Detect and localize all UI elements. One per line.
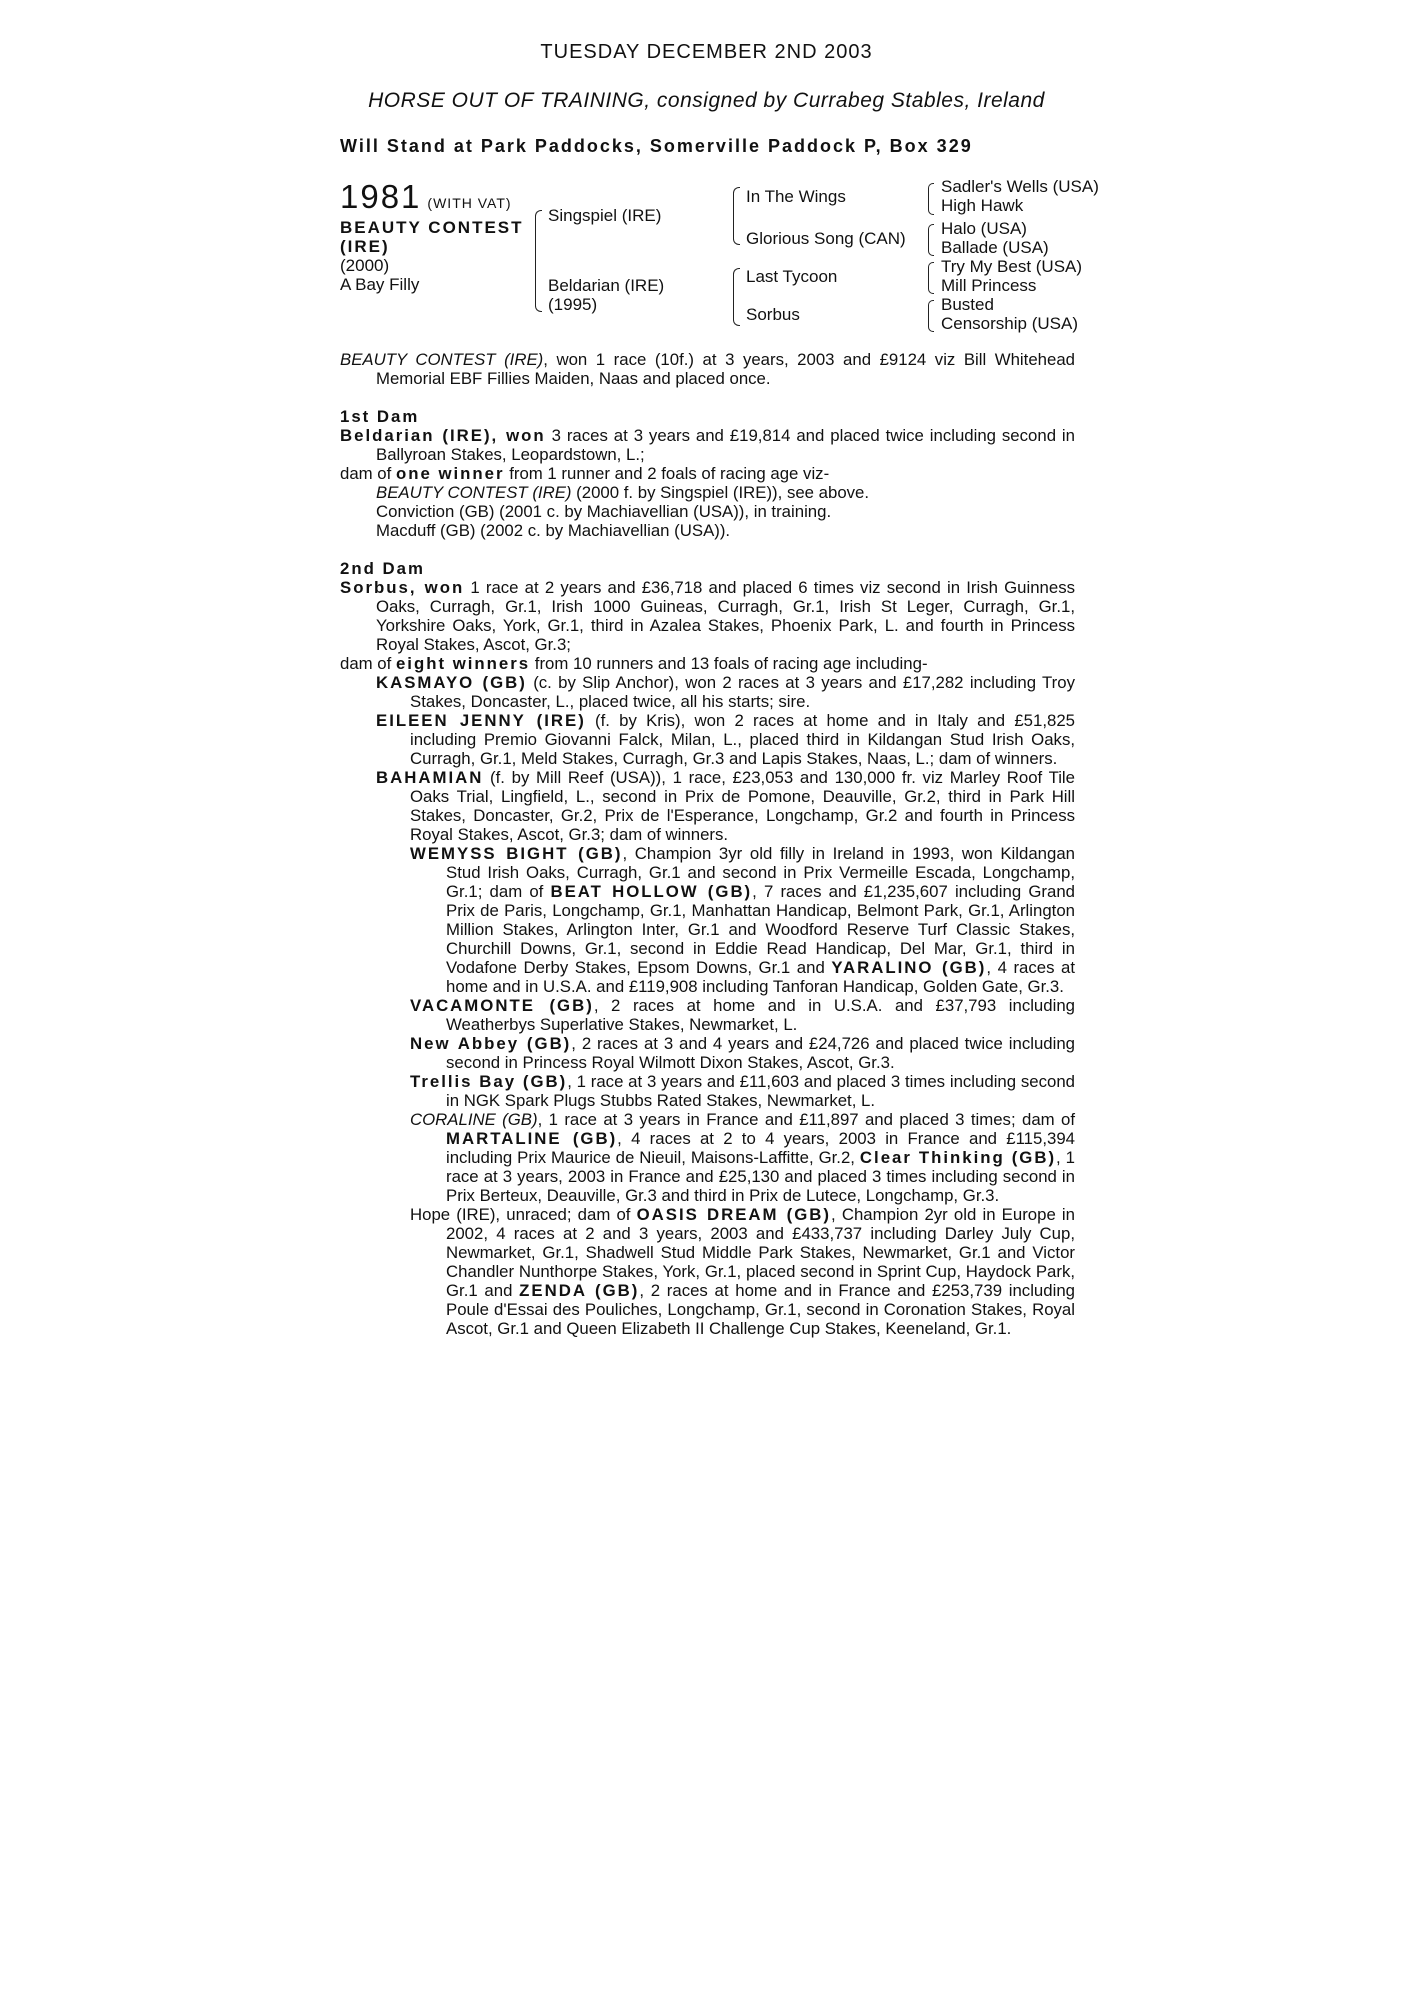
kasmayo-text: (c. by Slip Anchor), won 2 races at 3 years and £17,282 including Troy Stakes, Doncaster, L., placed twice, all his starts; sire. bbox=[410, 673, 1075, 711]
produce-new-abbey bbox=[340, 1034, 1075, 1072]
horse-name: BEAUTY CONTEST bbox=[340, 218, 524, 237]
bahamian-name: BAHAMIAN bbox=[376, 768, 484, 787]
produce-name: Macduff (GB) bbox=[376, 521, 476, 540]
race-record-text: , won 1 race (10f.) at 3 years, 2003 and £9124 viz Bill Whitehead Memorial EBF Fillies Maiden, Naas and placed once. bbox=[376, 350, 1075, 388]
first-dam-name: Beldarian (IRE) bbox=[340, 426, 492, 445]
pedigree-dam-sire: Last Tycoon bbox=[746, 267, 838, 286]
produce-item bbox=[340, 521, 1075, 540]
pedigree-dam-dam: Sorbus bbox=[746, 305, 800, 324]
produce-name: BEAUTY CONTEST (IRE) bbox=[376, 483, 572, 502]
pedigree-sire: Singspiel (IRE) bbox=[548, 206, 662, 225]
coraline-text-c: , 1 race at 3 years, 2003 in France and £25,130 and placed 3 times including second in Prix Berteux, Deauville, Gr.3 and third in Prix de Lutece, Longchamp, Gr.3. bbox=[446, 1148, 1075, 1205]
eileen-name: EILEEN JENNY (IRE) bbox=[376, 711, 586, 730]
pedigree-dam: Beldarian (IRE) bbox=[548, 276, 665, 295]
first-dam-text: 3 races at 3 years and £19,814 and placed twice including second in Ballyroan Stakes, Leopardstown, L.; bbox=[376, 426, 1075, 464]
wemyss-name: WEMYSS BIGHT (GB) bbox=[410, 844, 623, 863]
produce-item bbox=[340, 502, 1075, 521]
pedigree-dds: Busted bbox=[941, 295, 994, 314]
hope-text-c: , 2 races at home and in France and £253,739 including Poule d'Essai des Pouliches, Longchamp, Gr.1, second in Coronation Stakes, Royal Ascot, Gr.1 and Queen Elizabeth II Challenge Cup Stakes, Keeneland, Gr.1. bbox=[446, 1281, 1075, 1338]
race-record bbox=[340, 350, 1075, 388]
vacamonte-name: VACAMONTE (GB) bbox=[410, 996, 594, 1015]
oasis-dream-name: OASIS DREAM (GB) bbox=[636, 1205, 832, 1224]
produce-name: Conviction (GB) bbox=[376, 502, 495, 521]
produce-text: (2002 c. by Machiavellian (USA)). bbox=[475, 521, 731, 540]
produce-coraline bbox=[340, 1110, 1075, 1205]
foaling-year: (2000) bbox=[340, 256, 390, 275]
wemyss-text-c: , 4 races at home and in U.S.A. and £119,908 including Tanforan Handicap, Golden Gate, Gr.3. bbox=[446, 958, 1076, 996]
first-dam-dam-of-c: from 1 runner and 2 foals of racing age viz- bbox=[504, 464, 830, 483]
newabbey-name: New Abbey (GB) bbox=[410, 1034, 572, 1053]
pedigree-sds: Halo (USA) bbox=[941, 219, 1027, 238]
wemyss-text-a: , Champion 3yr old filly in Ireland in 1993, won Kildangan Stud Irish Oaks, Curragh, Gr.1 and second in Prix Vermeille Escada, Longchamp, Gr.1; dam of bbox=[446, 844, 1075, 901]
pedigree-ddd: Censorship (USA) bbox=[941, 314, 1078, 333]
vat-label: (WITH VAT) bbox=[427, 195, 512, 211]
produce-hope bbox=[340, 1205, 1075, 1338]
second-dam-dam-of-b: eight winners bbox=[395, 654, 531, 673]
yaralino-name: YARALINO (GB) bbox=[831, 958, 987, 977]
pedigree-brace-sd bbox=[928, 224, 934, 256]
coraline-text-a: , 1 race at 3 years in France and £11,897 and placed 3 times; dam of bbox=[537, 1110, 1075, 1129]
pedigree-sss: Sadler's Wells (USA) bbox=[941, 177, 1099, 196]
stand-location: Will Stand at Park Paddocks, Somerville Paddock P, Box 329 bbox=[340, 136, 973, 156]
trellis-name: Trellis Bay (GB) bbox=[410, 1072, 568, 1091]
pedigree-sire-dam: Glorious Song (CAN) bbox=[746, 229, 906, 248]
second-dam-name: Sorbus bbox=[340, 578, 410, 597]
pedigree-ssd: High Hawk bbox=[941, 196, 1024, 215]
second-dam-dam-of bbox=[340, 654, 1075, 673]
consignment-line: HORSE OUT OF TRAINING, consigned by Currabeg Stables, Ireland bbox=[368, 89, 1045, 112]
first-dam-dam-of-a: dam of bbox=[340, 464, 396, 483]
hope-text-b: , Champion 2yr old in Europe in 2002, 4 races at 2 and 3 years, 2003 and £433,737 including Darley July Cup, Newmarket, Gr.1, Shadwell Stud Middle Park Stakes, Newmarket, Gr.1 and Victor Chandler Nunthorpe Stakes, York, Gr.1, placed second in Sprint Cup, Haydock Park, Gr.1 and bbox=[446, 1205, 1075, 1300]
wemyss-text-b: , 7 races and £1,235,607 including Grand Prix de Paris, Longchamp, Gr.1, Manhattan Handicap, Belmont Park, Gr.1, Arlington Million Stakes, Arlington Inter, Gr.1 and Woodford Reserve Turf Classic Stakes, Churchill Downs, Gr.1, second in Eddie Read Handicap, Del Mar, Gr.1, third in Vodafone Derby Stakes, Epsom Downs, Gr.1 and bbox=[446, 882, 1075, 977]
second-dam-record bbox=[340, 578, 1075, 654]
produce-eileen-jenny bbox=[340, 711, 1075, 768]
first-dam-dam-of-b: one winner bbox=[395, 464, 505, 483]
pedigree-brace-main bbox=[535, 210, 542, 312]
second-dam-heading: 2nd Dam bbox=[340, 559, 425, 578]
second-dam-dam-of-a: dam of bbox=[340, 654, 396, 673]
produce-text: (2001 c. by Machiavellian (USA)), in training. bbox=[494, 502, 832, 521]
eileen-text: (f. by Kris), won 2 races at home and in Italy and £51,825 including Premio Giovanni Falck, Milan, L., placed third in Kildangan Stud Irish Oaks, Curragh, Gr.1, Meld Stakes, Curragh, Gr.3 and Lapis Stakes, Naas, L.; dam of winners. bbox=[410, 711, 1075, 768]
coraline-text-b: , 4 races at 2 to 4 years, 2003 in France and £115,394 including Prix Maurice de Nieuil, Maisons-Laffitte, Gr.2, bbox=[446, 1129, 1075, 1167]
trellis-text: , 1 race at 3 years and £11,603 and placed 3 times including second in NGK Spark Plugs Stubbs Rated Stakes, Newmarket, L. bbox=[446, 1072, 1075, 1110]
produce-bahamian bbox=[340, 768, 1075, 844]
pedigree-dss: Try My Best (USA) bbox=[941, 257, 1083, 276]
pedigree-dam-year: (1995) bbox=[548, 295, 598, 314]
produce-text: (2000 f. by Singspiel (IRE)), see above. bbox=[571, 483, 870, 502]
horse-origin: (IRE) bbox=[340, 237, 390, 256]
lot-info bbox=[340, 218, 540, 294]
first-dam-dam-of bbox=[340, 464, 1075, 483]
kasmayo-name: KASMAYO (GB) bbox=[376, 673, 527, 692]
first-dam-heading: 1st Dam bbox=[340, 407, 420, 426]
produce-trellis-bay bbox=[340, 1072, 1075, 1110]
second-dam-won: , won bbox=[409, 578, 465, 597]
pedigree-sdd: Ballade (USA) bbox=[941, 238, 1049, 257]
first-dam-won: , won bbox=[491, 426, 546, 445]
sale-date: TUESDAY DECEMBER 2ND 2003 bbox=[540, 41, 873, 63]
hope-name: Hope (IRE) bbox=[410, 1205, 496, 1224]
catalogue-body bbox=[340, 350, 1075, 1338]
beat-hollow-name: BEAT HOLLOW (GB) bbox=[550, 882, 753, 901]
lot-number: 1981 bbox=[340, 178, 422, 215]
produce-item bbox=[340, 483, 1075, 502]
pedigree-brace-dd bbox=[928, 300, 934, 332]
hope-text-a: , unraced; dam of bbox=[495, 1205, 637, 1224]
pedigree-brace-ss bbox=[928, 183, 934, 215]
zenda-name: ZENDA (GB) bbox=[519, 1281, 640, 1300]
produce-kasmayo bbox=[340, 673, 1075, 711]
second-dam-dam-of-c: from 10 runners and 13 foals of racing age including- bbox=[530, 654, 928, 673]
clear-thinking-name: Clear Thinking (GB) bbox=[859, 1148, 1057, 1167]
bahamian-text: (f. by Mill Reef (USA)), 1 race, £23,053 and 130,000 fr. viz Marley Roof Tile Oaks Trial, Lingfield, L., second in Prix de Pomone, Deauville, Gr.2, third in Park Hill Stakes, Doncaster, Gr.2, Prix de l'Esperance, Longchamp, Gr.2 and fourth in Princess Royal Stakes, Ascot, Gr.3; dam of winners. bbox=[410, 768, 1075, 844]
pedigree-sire-sire: In The Wings bbox=[746, 187, 846, 206]
coraline-name: CORALINE (GB) bbox=[410, 1110, 538, 1129]
pedigree-dsd: Mill Princess bbox=[941, 276, 1037, 295]
pedigree-brace-ds bbox=[928, 262, 934, 294]
martaline-name: MARTALINE (GB) bbox=[446, 1129, 618, 1148]
newabbey-text: , 2 races at 3 and 4 years and £24,726 and placed twice including second in Princess Royal Wilmott Dixon Stakes, Ascot, Gr.3. bbox=[446, 1034, 1076, 1072]
lot-number-block bbox=[340, 178, 512, 216]
vacamonte-text: , 2 races at home and in U.S.A. and £37,793 including Weatherbys Superlative Stakes, Newmarket, L. bbox=[446, 996, 1075, 1034]
race-record-name: BEAUTY CONTEST (IRE) bbox=[340, 350, 544, 369]
horse-description: A Bay Filly bbox=[340, 275, 420, 294]
pedigree-brace-dam bbox=[733, 268, 740, 326]
produce-wemyss-bight bbox=[340, 844, 1075, 996]
produce-vacamonte bbox=[340, 996, 1075, 1034]
second-dam-text: 1 race at 2 years and £36,718 and placed 6 times viz second in Irish Guinness Oaks, Curragh, Gr.1, Irish 1000 Guineas, Curragh, Gr.1, Irish St Leger, Curragh, Gr.1, Yorkshire Oaks, York, Gr.1, third in Azalea Stakes, Phoenix Park, L. and fourth in Princess Royal Stakes, Ascot, Gr.3; bbox=[376, 578, 1075, 654]
first-dam-record bbox=[340, 426, 1075, 464]
pedigree-brace-sire bbox=[733, 187, 740, 245]
